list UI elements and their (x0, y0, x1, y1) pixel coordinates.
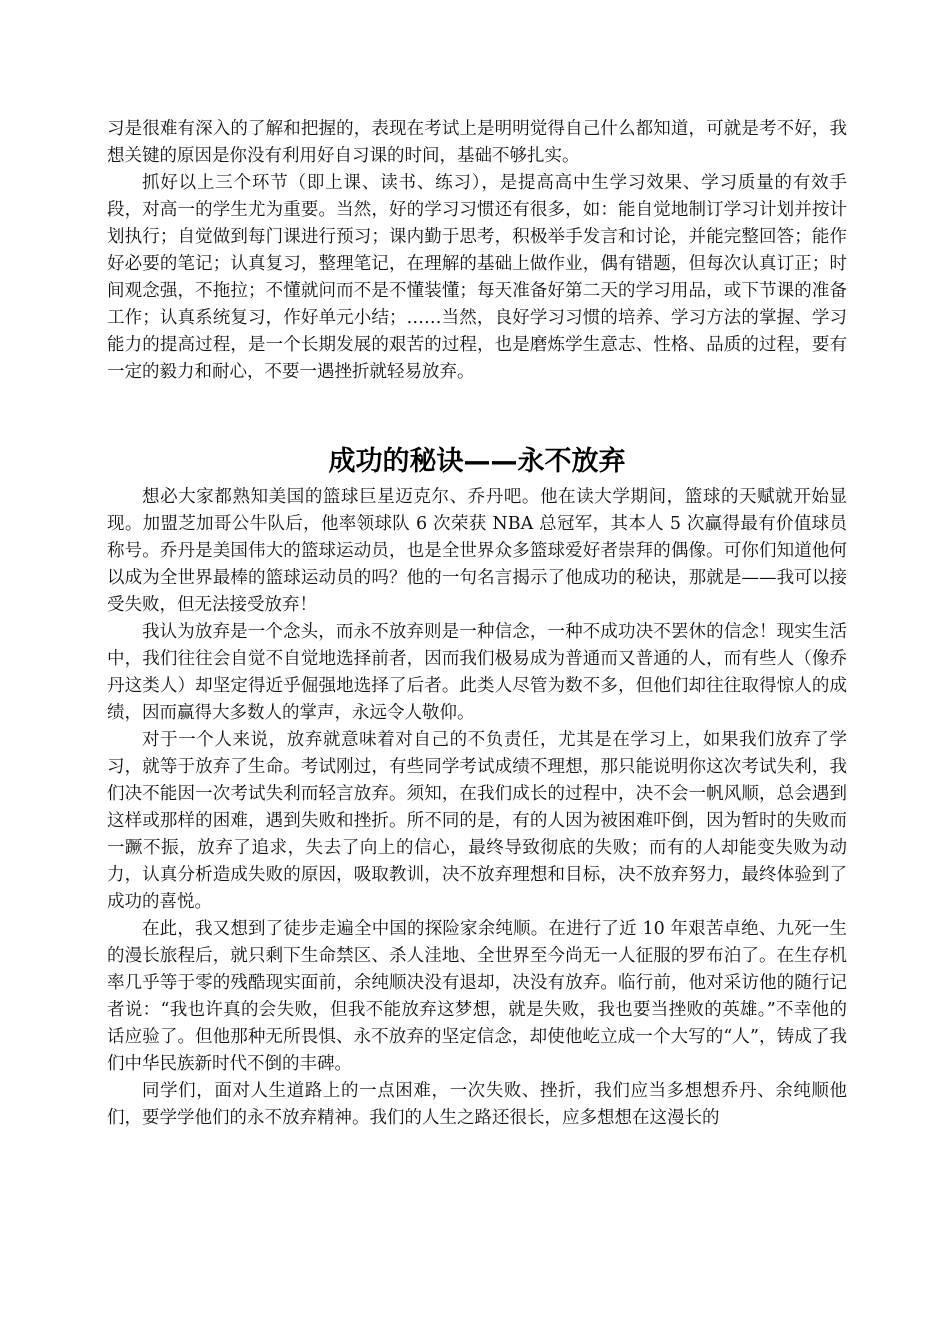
article-paragraph-belief: 我认为放弃是一个念头，而永不放弃则是一种信念，一种不成功决不罢休的信念！现实生活中，我们往往会自觉不自觉地选择前者，因而我们极易成为普通而又普通的人，而有些人（像乔丹这类人）却坚定得近乎倔强地选择了后者。此类人尽管为数不多，但他们却往往取得惊人的成绩，因而赢得大多数人的掌声，永远令人敬仰。 (107, 622, 847, 723)
article-title: 成功的秘诀——永不放弃 (328, 446, 626, 477)
article-paragraph-closing: 同学们，面对人生道路上的一点困难，一次失败、挫折，我们应当多想想乔丹、余纯顺他们，要学学他们的永不放弃精神。我们的人生之路还很长，应多想想在这漫长的 (107, 1081, 847, 1128)
continued-paragraph: 习是很难有深入的了解和把握的，表现在考试上是明明觉得自己什么都知道，可就是考不好，我想关键的原因是你没有利用好自习课的时间，基础不够扎实。 (107, 119, 847, 166)
article-paragraph-jordan: 想必大家都熟知美国的篮球巨星迈克尔、乔丹吧。他在读大学期间，篮球的天赋就开始显现。加盟芝加哥公牛队后，他率领球队 6 次荣获 NBA 总冠军，其本人 5 次赢得最有价值球员称号。乔丹是美国伟大的篮球运动员，也是全世界众多篮球爱好者崇拜的偶像。可你们知道他何以成为全世界最棒的篮球运动员的吗？他的一句名言揭示了他成功的秘诀，那就是——我可以接受失败，但无法接受放弃！ (107, 487, 847, 615)
section-gap (107, 386, 847, 442)
document-page (107, 116, 847, 1132)
article-paragraph-explorer: 在此，我又想到了徒步走遍全中国的探险家余纯顺。在进行了近 10 年艰苦卓绝、九死一生的漫长旅程后，就只剩下生命禁区、杀人洼地、全世界至今尚无一人征服的罗布泊了。在生存机率几乎等于零的残酷现实面前，余纯顺决没有退却，决没有放弃。临行前，他对采访他的随行记者说：“我也许真的会失败，但我不能放弃这梦想，就是失败，我也要当挫败的英雄。”不幸他的话应验了。但他那种无所畏惧、永不放弃的坚定信念，却使他屹立成一个大写的“人”，铸成了我们中华民族新时代不倒的丰碑。 (107, 919, 847, 1074)
article-paragraph-study: 对于一个人来说，放弃就意味着对自己的不负责任，尤其是在学习上，如果我们放弃了学习，就等于放弃了生命。考试刚过，有些同学考试成绩不理想，那只能说明你这次考试失利，我们决不能因一次考试失利而轻言放弃。须知，在我们成长的过程中，决不会一帆风顺，总会遇到这样或那样的困难，遇到失败和挫折。所不同的是，有的人因为被困难吓倒，因为暂时的失败而一蹶不振，放弃了追求，失去了向上的信心，最终导致彻底的失败；而有的人却能变失败为动力，认真分析造成失败的原因，吸取教训，决不放弃理想和目标，决不放弃努力，最终体验到了成功的喜悦。 (107, 730, 847, 912)
study-habits-paragraph: 抓好以上三个环节（即上课、读书、练习），是提高高中生学习效果、学习质量的有效手段，对高一的学生尤为重要。当然，好的学习习惯还有很多，如：能自觉地制订学习计划并按计划执行；自觉做到每门课进行预习；课内勤于思考，积极举手发言和讨论，并能完整回答；能作好必要的笔记；认真复习，整理笔记，在理解的基础上做作业，偶有错题，但每次认真订正；时间观念强，不拖拉；不懂就问而不是不懂装懂；每天准备好第二天的学习用品，或下节课的准备工作；认真系统复习，作好单元小结；……当然，良好学习习惯的培养、学习方法的掌握、学习能力的提高过程，是一个长期发展的艰苦的过程，也是磨炼学生意志、性格、品质的过程，要有一定的毅力和耐心，不要一遇挫折就轻易放弃。 (107, 173, 847, 382)
